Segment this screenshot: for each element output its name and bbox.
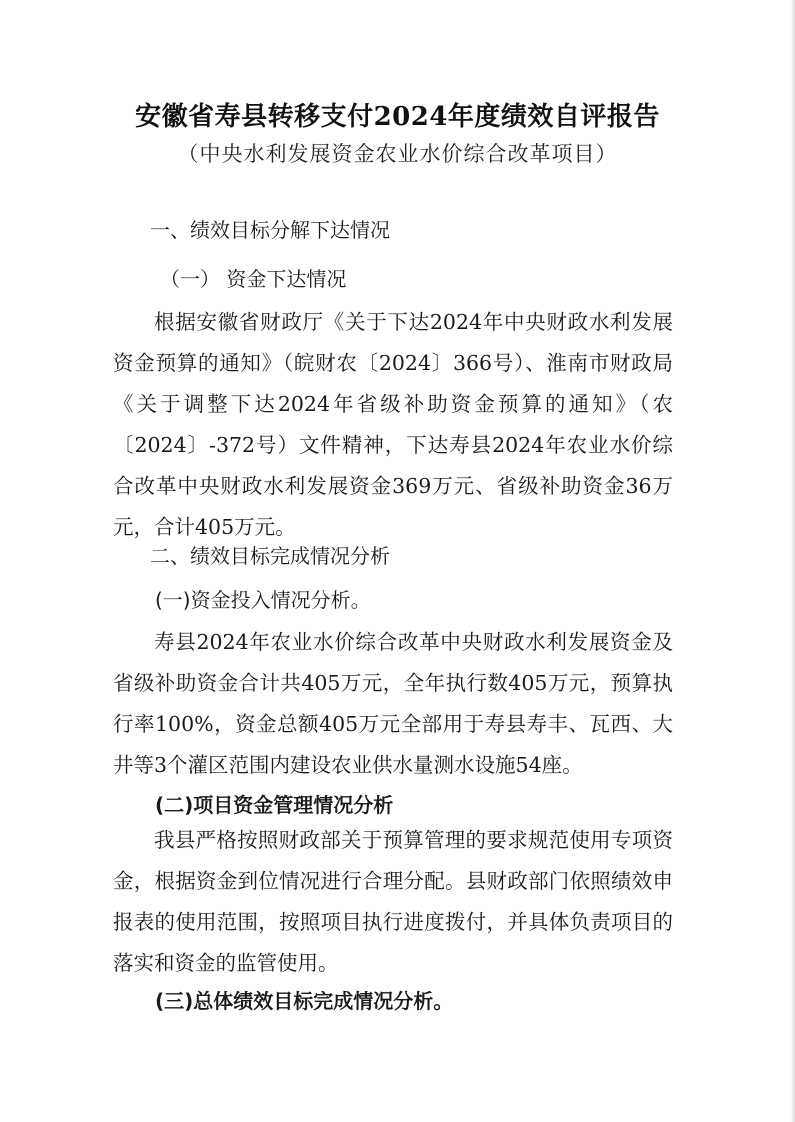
section-2-sub-2-heading: (二)项目资金管理情况分析 bbox=[155, 793, 394, 817]
section-1-sub-1-heading: （一） 资金下达情况 bbox=[160, 267, 347, 291]
section-2-sub-1-heading: (一)资金投入情况分析。 bbox=[155, 588, 371, 612]
section-2-sub-2-paragraph: 我县严格按照财政部关于预算管理的要求规范使用专项资金，根据资金到位情况进行合理分配。县财政部门依照绩效申报表的使用范围，按照项目执行进度拨付，并具体负责项目的落实和资金的监管使用。 bbox=[113, 828, 673, 975]
document-subtitle: （中央水利发展资金农业水价综合改革项目） bbox=[177, 142, 618, 166]
section-2-sub-3-heading: (三)总体绩效目标完成情况分析。 bbox=[155, 989, 454, 1013]
section-1-heading: 一、绩效目标分解下达情况 bbox=[150, 218, 390, 242]
section-1-sub-1-paragraph: 根据安徽省财政厅《关于下达2024年中央财政水利发展资金预算的通知》（皖财农〔2024〕366号）、淮南市财政局《关于调整下达2024年省级补助资金预算的通知》（农〔2024〕-372号）文件精神，下达寿县2024年农业水价综合改革中央财政水利发展资金369万元、省级补助资金36万元，合计405万元。 bbox=[113, 310, 673, 539]
section-2-heading: 二、绩效目标完成情况分析 bbox=[150, 544, 390, 568]
section-2-sub-1-paragraph: 寿县2024年农业水价综合改革中央财政水利发展资金及省级补助资金合计共405万元，全年执行数405万元，预算执行率100%，资金总额405万元全部用于寿县寿丰、瓦西、大井等3个灌区范围内建设农业供水量测水设施54座。 bbox=[113, 630, 673, 777]
scan-edge-shadow bbox=[791, 0, 795, 1122]
document-title: 安徽省寿县转移支付2024年度绩效自评报告 bbox=[135, 102, 660, 132]
